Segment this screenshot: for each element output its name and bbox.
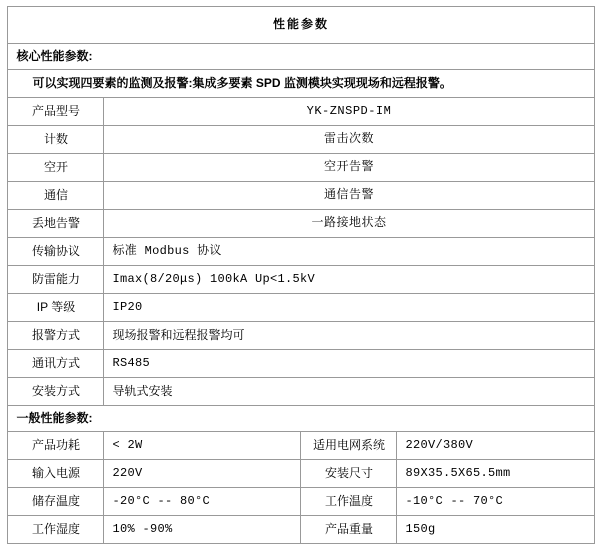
row-label: 通信	[8, 182, 104, 210]
row-value: 空开告警	[104, 154, 594, 182]
row-value: RS485	[104, 350, 594, 378]
table-row	[8, 182, 594, 210]
page-title: 性能参数	[8, 7, 594, 44]
row-label: 空开	[8, 154, 104, 182]
row-label: 工作湿度	[8, 516, 104, 544]
row-label: 产品型号	[8, 98, 104, 126]
row-value: 89X35.5X65.5mm	[397, 460, 594, 488]
row-value: 220V	[104, 460, 301, 488]
table-row	[8, 210, 594, 238]
row-value: -20°C -- 80°C	[104, 488, 301, 516]
table-row	[8, 154, 594, 182]
row-label: 安装尺寸	[301, 460, 397, 488]
row-label: 储存温度	[8, 488, 104, 516]
row-value: 10% -90%	[104, 516, 301, 544]
row-label: 适用电网系统	[301, 432, 397, 460]
row-value: 一路接地状态	[104, 210, 594, 238]
row-label: 通讯方式	[8, 350, 104, 378]
row-label: 防雷能力	[8, 266, 104, 294]
row-value: Imax(8/20μs) 100kA Up<1.5kV	[104, 266, 594, 294]
core-section-description: 可以实现四要素的监测及报警:集成多要素 SPD 监测模块实现现场和远程报警。	[8, 70, 594, 98]
table-row	[8, 516, 594, 544]
row-label: 报警方式	[8, 322, 104, 350]
core-section-row	[8, 44, 594, 70]
row-value: 现场报警和远程报警均可	[104, 322, 594, 350]
row-label: 产品重量	[301, 516, 397, 544]
row-value: 雷击次数	[104, 126, 594, 154]
row-value: 导轨式安装	[104, 378, 594, 406]
table-row	[8, 350, 594, 378]
table-row	[8, 126, 594, 154]
table-row	[8, 266, 594, 294]
row-label: IP 等级	[8, 294, 104, 322]
specification-table	[7, 6, 594, 544]
row-value: 标准 Modbus 协议	[104, 238, 594, 266]
title-row	[8, 7, 594, 44]
row-value: YK-ZNSPD-IM	[104, 98, 594, 126]
spec-sheet-page	[0, 6, 602, 536]
table-row	[8, 432, 594, 460]
row-label: 安装方式	[8, 378, 104, 406]
row-label: 计数	[8, 126, 104, 154]
core-section-label: 核心性能参数:	[8, 44, 594, 70]
general-section-label: 一般性能参数:	[8, 406, 594, 432]
row-label: 输入电源	[8, 460, 104, 488]
row-value: IP20	[104, 294, 594, 322]
row-label: 工作温度	[301, 488, 397, 516]
general-section-row	[8, 406, 594, 432]
row-value: < 2W	[104, 432, 301, 460]
row-label: 产品功耗	[8, 432, 104, 460]
table-row	[8, 98, 594, 126]
row-value: 150g	[397, 516, 594, 544]
table-row	[8, 488, 594, 516]
table-row	[8, 378, 594, 406]
table-row	[8, 460, 594, 488]
row-value: -10°C -- 70°C	[397, 488, 594, 516]
table-row	[8, 322, 594, 350]
core-desc-row	[8, 70, 594, 98]
row-value: 220V/380V	[397, 432, 594, 460]
row-value: 通信告警	[104, 182, 594, 210]
table-row	[8, 238, 594, 266]
table-row	[8, 294, 594, 322]
row-label: 传输协议	[8, 238, 104, 266]
row-label: 丢地告警	[8, 210, 104, 238]
